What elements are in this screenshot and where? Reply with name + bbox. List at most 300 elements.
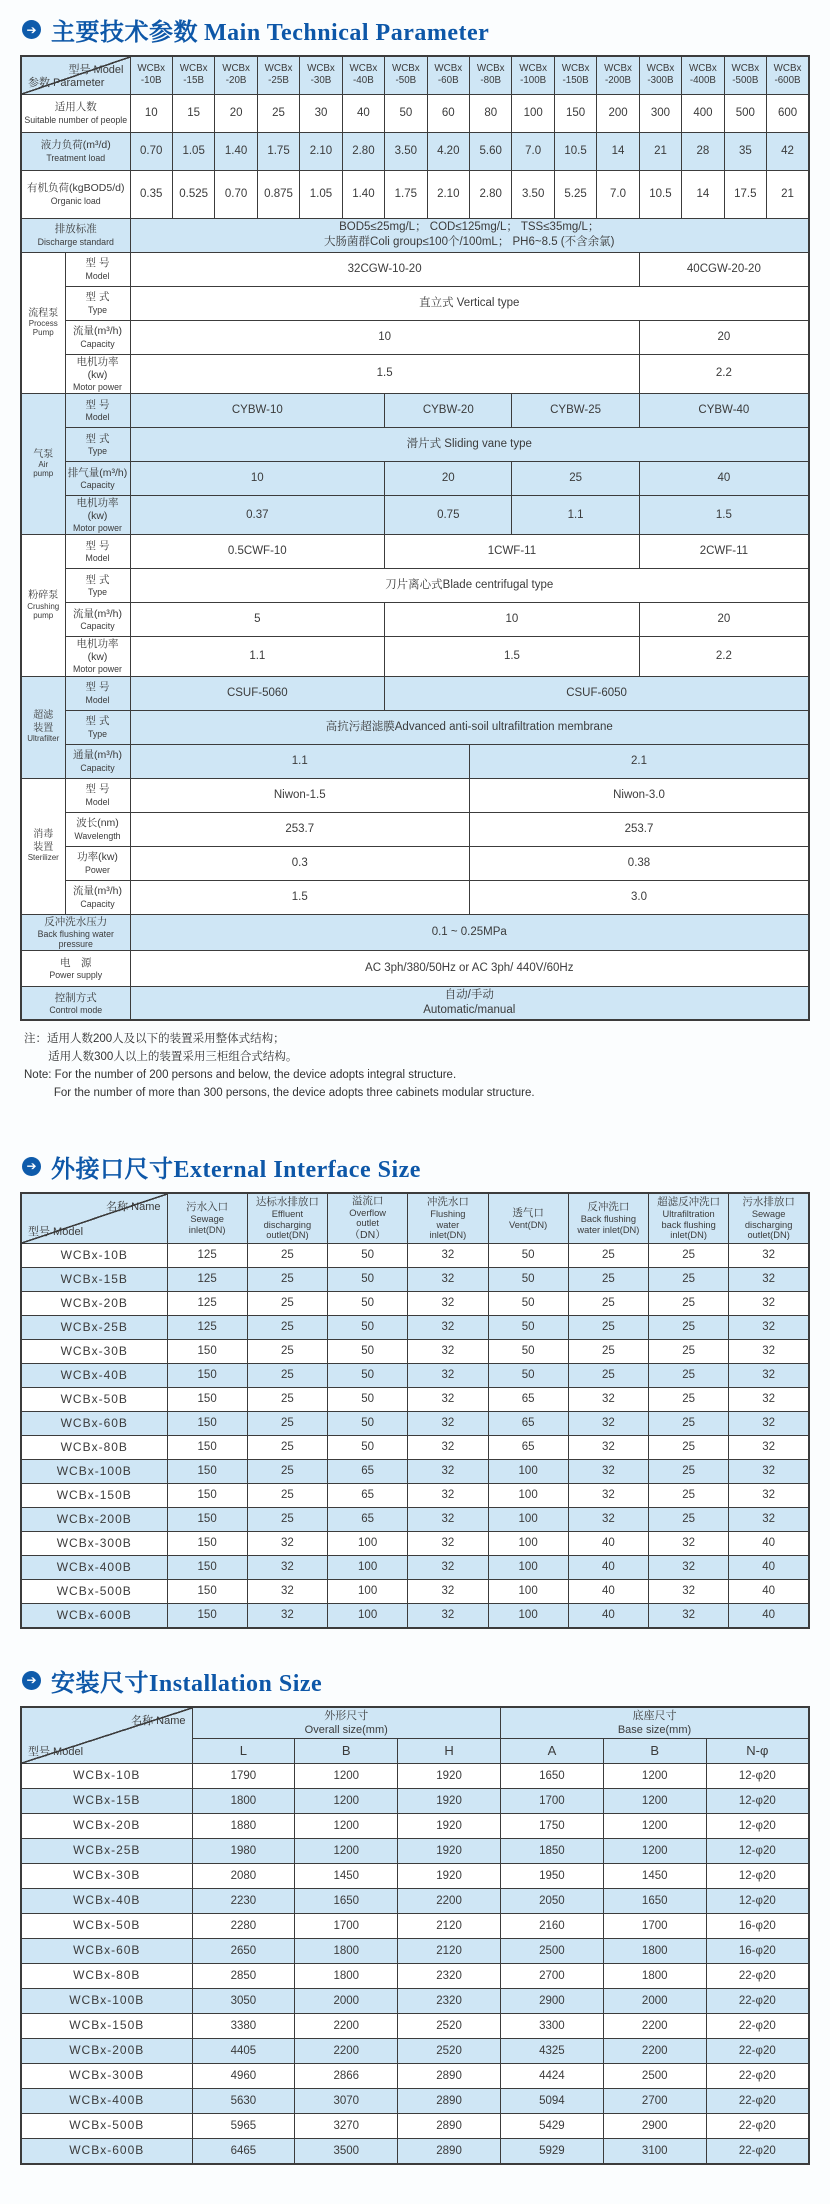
table-cell: 25 <box>649 1364 729 1388</box>
table-row <box>21 2114 809 2139</box>
table-cell: 排气量(m³/h) Capacity <box>65 461 130 495</box>
table-cell: 5630 <box>192 2089 295 2114</box>
table-cell: 22-φ20 <box>706 1964 809 1989</box>
table-cell: 底座尺寸 Base size(mm) <box>500 1707 809 1739</box>
table-cell: 22-φ20 <box>706 2114 809 2139</box>
table-cell: WCBx -60B <box>427 56 469 94</box>
table-cell: WCBx-15B <box>21 1789 192 1814</box>
table-cell: WCBx -600B <box>767 56 809 94</box>
table-cell: 5965 <box>192 2114 295 2139</box>
table-cell: 直立式 Vertical type <box>130 286 809 320</box>
table-row <box>21 2014 809 2039</box>
table-cell: 32 <box>568 1388 648 1412</box>
table-cell: 2.2 <box>639 354 809 393</box>
table-cell: 1.40 <box>215 132 257 170</box>
table-cell: 25 <box>649 1292 729 1316</box>
table-cell: 100 <box>328 1604 408 1628</box>
table-cell: 32 <box>247 1604 327 1628</box>
table-row <box>21 94 809 132</box>
table-cell: 1650 <box>295 1889 398 1914</box>
table-cell: 50 <box>385 94 427 132</box>
table-cell: 1800 <box>603 1939 706 1964</box>
table-cell: 型 号 Model <box>65 393 130 427</box>
table-cell: 1920 <box>398 1864 501 1889</box>
table-cell: AC 3ph/380/50Hz or AC 3ph/ 440V/60Hz <box>130 950 809 986</box>
table-cell: 1.40 <box>342 170 384 218</box>
table-cell: 253.7 <box>470 812 810 846</box>
table-cell: 1700 <box>500 1789 603 1814</box>
table-cell: WCBx-10B <box>21 1764 192 1789</box>
table-cell: 电机功率(kw) Motor power <box>65 495 130 534</box>
table-row <box>21 1864 809 1889</box>
table-cell: 150 <box>167 1460 247 1484</box>
table-cell: 2320 <box>398 1989 501 2014</box>
table-cell: 2850 <box>192 1964 295 1989</box>
table-cell: 2700 <box>603 2089 706 2114</box>
table-row <box>21 778 809 812</box>
table-cell: 3270 <box>295 2114 398 2139</box>
table-cell: 型 式 Type <box>65 569 130 603</box>
table-row <box>21 569 809 603</box>
table-cell: WCBx-400B <box>21 2089 192 2114</box>
t1-corner-cell <box>21 56 130 94</box>
table-cell: 20 <box>639 320 809 354</box>
table-cell: 80 <box>470 94 512 132</box>
table-cell: 1.05 <box>300 170 342 218</box>
table-cell: 32 <box>408 1316 488 1340</box>
table-cell: WCBx -200B <box>597 56 639 94</box>
table-cell: 3380 <box>192 2014 295 2039</box>
table-cell: 40 <box>729 1580 809 1604</box>
table-cell: H <box>398 1739 501 1764</box>
table-cell: WCBx-100B <box>21 1989 192 2014</box>
table-cell: 40 <box>568 1604 648 1628</box>
table-cell: 40 <box>729 1604 809 1628</box>
section-title-installation-size <box>22 1663 810 1698</box>
table-cell: 40 <box>729 1556 809 1580</box>
table-cell: 12-φ20 <box>706 1864 809 1889</box>
table-cell: 32 <box>568 1436 648 1460</box>
table-cell: 1800 <box>192 1789 295 1814</box>
table-cell: 15 <box>172 94 214 132</box>
table-cell: 32 <box>568 1484 648 1508</box>
corner-bottom-label: 型号 Model <box>28 1226 84 1239</box>
table-row <box>21 218 809 252</box>
table-cell: 32 <box>247 1556 327 1580</box>
table-cell: 1800 <box>603 1964 706 1989</box>
table-cell: 2320 <box>398 1964 501 1989</box>
table-cell: 32 <box>729 1508 809 1532</box>
table-cell: 150 <box>167 1508 247 1532</box>
table-cell: 32 <box>729 1436 809 1460</box>
table-cell: 3100 <box>603 2139 706 2164</box>
table-cell: 排放标准 Discharge standard <box>21 218 130 252</box>
table-cell: 0.1 ~ 0.25MPa <box>130 914 809 950</box>
corner-bottom-label: 参数 Parameter <box>28 76 105 89</box>
table-cell: 20 <box>215 94 257 132</box>
table-cell: 600 <box>767 94 809 132</box>
table-cell: 型 号 Model <box>65 252 130 286</box>
table-cell: 1800 <box>295 1939 398 1964</box>
table-cell: 2200 <box>398 1889 501 1914</box>
table-cell: WCBx -400B <box>682 56 724 94</box>
table-cell: 1850 <box>500 1839 603 1864</box>
table-cell: 超滤反冲洗口 Ultrafiltration back flushing inlet(DN) <box>649 1193 729 1244</box>
note-line: For the number of more than 300 persons, the device adopts three cabinets modular structure. <box>53 1086 535 1099</box>
table-cell: 25 <box>247 1508 327 1532</box>
table-cell: 4.20 <box>427 132 469 170</box>
table-cell: 1.5 <box>385 637 640 676</box>
table-cell: 50 <box>488 1340 568 1364</box>
table-cell: Niwon-3.0 <box>470 778 810 812</box>
section-title-main-parameter <box>22 12 810 47</box>
table-cell: 25 <box>649 1484 729 1508</box>
table-cell: 4960 <box>192 2064 295 2089</box>
table-cell: 5.25 <box>554 170 596 218</box>
table-cell: 32 <box>408 1460 488 1484</box>
table-cell: 2200 <box>603 2039 706 2064</box>
table-cell: 外形尺寸 Overall size(mm) <box>192 1707 500 1739</box>
table-cell: 电 源 Power supply <box>21 950 130 986</box>
table-cell: WCBx-300B <box>21 1532 167 1556</box>
table-cell: 7.0 <box>512 132 554 170</box>
table-cell: 32 <box>408 1508 488 1532</box>
table-cell: 50 <box>488 1364 568 1388</box>
table-cell: 1200 <box>603 1789 706 1814</box>
table-cell: 25 <box>649 1388 729 1412</box>
table-cell: 2200 <box>603 2014 706 2039</box>
table-cell: 50 <box>328 1436 408 1460</box>
table-cell: 100 <box>488 1532 568 1556</box>
table-cell: 0.525 <box>172 170 214 218</box>
table-cell: 50 <box>488 1316 568 1340</box>
table-cell: 150 <box>167 1340 247 1364</box>
table-cell: 60 <box>427 94 469 132</box>
table-cell: 流量(m³/h) Capacity <box>65 603 130 637</box>
table-cell: 25 <box>568 1364 648 1388</box>
table-cell: 32 <box>729 1388 809 1412</box>
table-cell: 高抗污超滤膜Advanced anti-soil ultrafiltration membrane <box>130 710 809 744</box>
table-cell: 1200 <box>603 1839 706 1864</box>
table-cell: 2900 <box>603 2114 706 2139</box>
note-line: 注：适用人数200人及以下的装置采用整体式结构； <box>24 1033 285 1046</box>
table-cell: 型 号 Model <box>65 778 130 812</box>
table-cell: 32 <box>408 1340 488 1364</box>
table-cell: 32CGW-10-20 <box>130 252 639 286</box>
table-row <box>21 1268 809 1292</box>
table-cell: 32 <box>408 1580 488 1604</box>
table-cell: WCBx-200B <box>21 1508 167 1532</box>
table-row <box>21 914 809 950</box>
table-cell: 21 <box>767 170 809 218</box>
table-cell: 50 <box>328 1388 408 1412</box>
table-cell: 1200 <box>603 1814 706 1839</box>
table-row <box>21 1316 809 1340</box>
table-cell: 32 <box>729 1292 809 1316</box>
table-cell: WCBx-40B <box>21 1364 167 1388</box>
table-row <box>21 880 809 914</box>
table-cell: 1750 <box>500 1814 603 1839</box>
table-cell: 150 <box>167 1388 247 1412</box>
table-cell: 10.5 <box>639 170 681 218</box>
table-cell: 40 <box>568 1580 648 1604</box>
table-cell: 32 <box>408 1388 488 1412</box>
table-cell: 达标水排放口 Effluent discharging outlet(DN) <box>247 1193 327 1244</box>
table-row <box>21 676 809 710</box>
table-cell: 2000 <box>603 1989 706 2014</box>
table-cell: WCBx -100B <box>512 56 554 94</box>
table-cell: WCBx-150B <box>21 1484 167 1508</box>
table-cell: 400 <box>682 94 724 132</box>
page-title: 主要技术参数 Main Technical Parameter <box>51 20 490 46</box>
table-cell: 20 <box>385 461 512 495</box>
table-cell: 5 <box>130 603 385 637</box>
table-cell: 100 <box>488 1556 568 1580</box>
table-cell: 25 <box>649 1412 729 1436</box>
table-cell: 32 <box>729 1340 809 1364</box>
table-cell: WCBx-500B <box>21 1580 167 1604</box>
table-cell: 25 <box>247 1292 327 1316</box>
table-row <box>21 1340 809 1364</box>
table-cell: 1200 <box>295 1789 398 1814</box>
table-cell: 2CWF-11 <box>639 535 809 569</box>
table-cell: L <box>192 1739 295 1764</box>
table-cell: 3070 <box>295 2089 398 2114</box>
table-cell: 1.5 <box>130 880 470 914</box>
table-cell: 100 <box>488 1460 568 1484</box>
table-cell: 50 <box>328 1340 408 1364</box>
corner-bottom-label: 型号 Model <box>28 1746 84 1759</box>
corner-top-label: 型号 Model <box>68 64 124 76</box>
table-cell: Niwon-1.5 <box>130 778 470 812</box>
table-cell: WCBx-10B <box>21 1244 167 1268</box>
table-cell: WCBx-200B <box>21 2039 192 2064</box>
table-cell: 12-φ20 <box>706 1889 809 1914</box>
table-cell: WCBx-15B <box>21 1268 167 1292</box>
table-cell: 50 <box>328 1316 408 1340</box>
table-notes <box>24 1031 810 1102</box>
table-cell: 25 <box>568 1340 648 1364</box>
table-row <box>21 56 809 94</box>
table-cell: 2230 <box>192 1889 295 1914</box>
table-row <box>21 1914 809 1939</box>
table-cell: 冲洗水口 Flushing water inlet(DN) <box>408 1193 488 1244</box>
table-cell: 透气口 Vent(DN) <box>488 1193 568 1244</box>
note-line: 适用人数300人以上的装置采用三柜组合式结构。 <box>48 1051 298 1064</box>
table-cell: 1.1 <box>130 744 470 778</box>
table-cell: 25 <box>649 1436 729 1460</box>
table-cell: 3050 <box>192 1989 295 2014</box>
table-cell: 25 <box>247 1316 327 1340</box>
table-cell: 3.50 <box>512 170 554 218</box>
table-cell: 125 <box>167 1268 247 1292</box>
table-cell: 25 <box>568 1316 648 1340</box>
table-cell: 22-φ20 <box>706 2014 809 2039</box>
table-cell: 5929 <box>500 2139 603 2164</box>
table-cell: 1790 <box>192 1764 295 1789</box>
table-cell: 32 <box>408 1484 488 1508</box>
table-cell: 200 <box>597 94 639 132</box>
table-cell: 1920 <box>398 1764 501 1789</box>
table-cell: 25 <box>649 1268 729 1292</box>
table-cell: 功率(kw) Power <box>65 846 130 880</box>
section-title-external-interface <box>22 1149 810 1184</box>
table-cell: 50 <box>488 1244 568 1268</box>
table-cell: N-φ <box>706 1739 809 1764</box>
table-row <box>21 710 809 744</box>
table-cell: 0.38 <box>470 846 810 880</box>
table-cell: WCBx-40B <box>21 1889 192 1914</box>
table-cell: WCBx-20B <box>21 1814 192 1839</box>
table-cell: 150 <box>167 1532 247 1556</box>
table-cell: 22-φ20 <box>706 2064 809 2089</box>
table-cell: WCBx -30B <box>300 56 342 94</box>
table-row <box>21 1388 809 1412</box>
table-cell: 32 <box>729 1484 809 1508</box>
table-cell: 型 式 Type <box>65 286 130 320</box>
table-cell: 25 <box>568 1244 648 1268</box>
table-cell: 通量(m³/h) Capacity <box>65 744 130 778</box>
table-row <box>21 427 809 461</box>
table-row <box>21 986 809 1020</box>
table-cell: WCBx -80B <box>470 56 512 94</box>
table-cell: CSUF-5060 <box>130 676 385 710</box>
table-cell: 65 <box>328 1508 408 1532</box>
table-cell: 2890 <box>398 2064 501 2089</box>
table-cell: 125 <box>167 1292 247 1316</box>
table-cell: CYBW-40 <box>639 393 809 427</box>
table-cell: 40CGW-20-20 <box>639 252 809 286</box>
table-cell: 32 <box>408 1364 488 1388</box>
table-cell: A <box>500 1739 603 1764</box>
table-cell: 40 <box>568 1556 648 1580</box>
table-cell: 50 <box>328 1244 408 1268</box>
table-cell: 25 <box>247 1364 327 1388</box>
table-cell: 1650 <box>603 1889 706 1914</box>
table-cell: 液力负荷(m³/d) Treatment load <box>21 132 130 170</box>
table-cell: 4424 <box>500 2064 603 2089</box>
table-cell: 2650 <box>192 1939 295 1964</box>
table-cell: 32 <box>247 1532 327 1556</box>
table-cell: WCBx-30B <box>21 1864 192 1889</box>
table-cell: 40 <box>639 461 809 495</box>
table-cell: 0.70 <box>215 170 257 218</box>
table-cell: 32 <box>729 1316 809 1340</box>
table-cell: 32 <box>408 1436 488 1460</box>
table-cell: 25 <box>649 1244 729 1268</box>
table-cell: 1880 <box>192 1814 295 1839</box>
table-row <box>21 1939 809 1964</box>
table-cell: 65 <box>488 1436 568 1460</box>
table-cell: WCBx-600B <box>21 2139 192 2164</box>
table-row <box>21 495 809 534</box>
table-cell: 300 <box>639 94 681 132</box>
table-cell: 2080 <box>192 1864 295 1889</box>
table-cell: 4325 <box>500 2039 603 2064</box>
table-cell: 2866 <box>295 2064 398 2089</box>
table-cell: 2200 <box>295 2039 398 2064</box>
table-cell: 32 <box>649 1556 729 1580</box>
table-cell: WCBx -150B <box>554 56 596 94</box>
table-cell: WCBx-400B <box>21 1556 167 1580</box>
table-row <box>21 1484 809 1508</box>
table-row <box>21 1789 809 1814</box>
table-cell: 32 <box>247 1580 327 1604</box>
table-cell: WCBx-60B <box>21 1412 167 1436</box>
table-cell: 40 <box>342 94 384 132</box>
table-cell: CYBW-10 <box>130 393 385 427</box>
section-title: 安装尺寸Installation Size <box>51 1670 323 1697</box>
table-cell: 2000 <box>295 1989 398 2014</box>
table-cell: 2890 <box>398 2089 501 2114</box>
table-cell: 25 <box>247 1436 327 1460</box>
table-cell: 25 <box>257 94 299 132</box>
table-cell: 150 <box>167 1484 247 1508</box>
table-cell: WCBx -50B <box>385 56 427 94</box>
table-cell: 40 <box>568 1532 648 1556</box>
table-cell: BOD5≤25mg/L； COD≤125mg/L； TSS≤35mg/L； 大肠菌群Coli group≤100个/100mL； PH6~8.5 (不含余氯) <box>130 218 809 252</box>
table-row <box>21 2089 809 2114</box>
table-row <box>21 744 809 778</box>
table-cell: WCBx-80B <box>21 1436 167 1460</box>
section-bullet-icon: ➔ <box>22 20 41 39</box>
table-cell: 1700 <box>603 1914 706 1939</box>
table-cell: 12-φ20 <box>706 1789 809 1814</box>
table-row <box>21 2139 809 2164</box>
table-cell: 2.80 <box>470 170 512 218</box>
table-cell: 25 <box>247 1268 327 1292</box>
table-cell: 5429 <box>500 2114 603 2139</box>
section-air-pump: 气泵 Air pump <box>21 393 65 534</box>
t2-corner-cell <box>21 1193 167 1244</box>
table-cell: 1980 <box>192 1839 295 1864</box>
table-cell: 17.5 <box>724 170 766 218</box>
table-cell: 1800 <box>295 1964 398 1989</box>
table-row <box>21 1436 809 1460</box>
section-bullet-icon: ➔ <box>22 1671 41 1690</box>
table-cell: 6465 <box>192 2139 295 2164</box>
table-cell: 25 <box>247 1412 327 1436</box>
table-cell: 100 <box>328 1532 408 1556</box>
table-cell: 型 号 Model <box>65 535 130 569</box>
table-cell: 22-φ20 <box>706 1989 809 2014</box>
table-cell: 25 <box>649 1460 729 1484</box>
table-cell: 10 <box>130 461 385 495</box>
table-cell: WCBx -20B <box>215 56 257 94</box>
table-cell: 32 <box>408 1244 488 1268</box>
table-cell: 22-φ20 <box>706 2089 809 2114</box>
table-cell: 32 <box>729 1244 809 1268</box>
table-cell: 50 <box>488 1268 568 1292</box>
table-cell: CSUF-6050 <box>385 676 809 710</box>
table-cell: 2120 <box>398 1914 501 1939</box>
table-row <box>21 320 809 354</box>
table-cell: 2160 <box>500 1914 603 1939</box>
table-cell: CYBW-25 <box>512 393 639 427</box>
table-cell: 反冲洗水压力 Back flushing water pressure <box>21 914 130 950</box>
table-cell: 22-φ20 <box>706 2139 809 2164</box>
table-row <box>21 132 809 170</box>
table-cell: 0.75 <box>385 495 512 534</box>
table-cell: WCBx -40B <box>342 56 384 94</box>
table-cell: 电机功率(kw) Motor power <box>65 637 130 676</box>
table-cell: 2500 <box>500 1939 603 1964</box>
table-cell: 3.50 <box>385 132 427 170</box>
table-row <box>21 603 809 637</box>
table-cell: 150 <box>167 1436 247 1460</box>
section-sterilizer: 消毒 装置 Sterilizer <box>21 778 65 914</box>
table-cell: 1.5 <box>639 495 809 534</box>
